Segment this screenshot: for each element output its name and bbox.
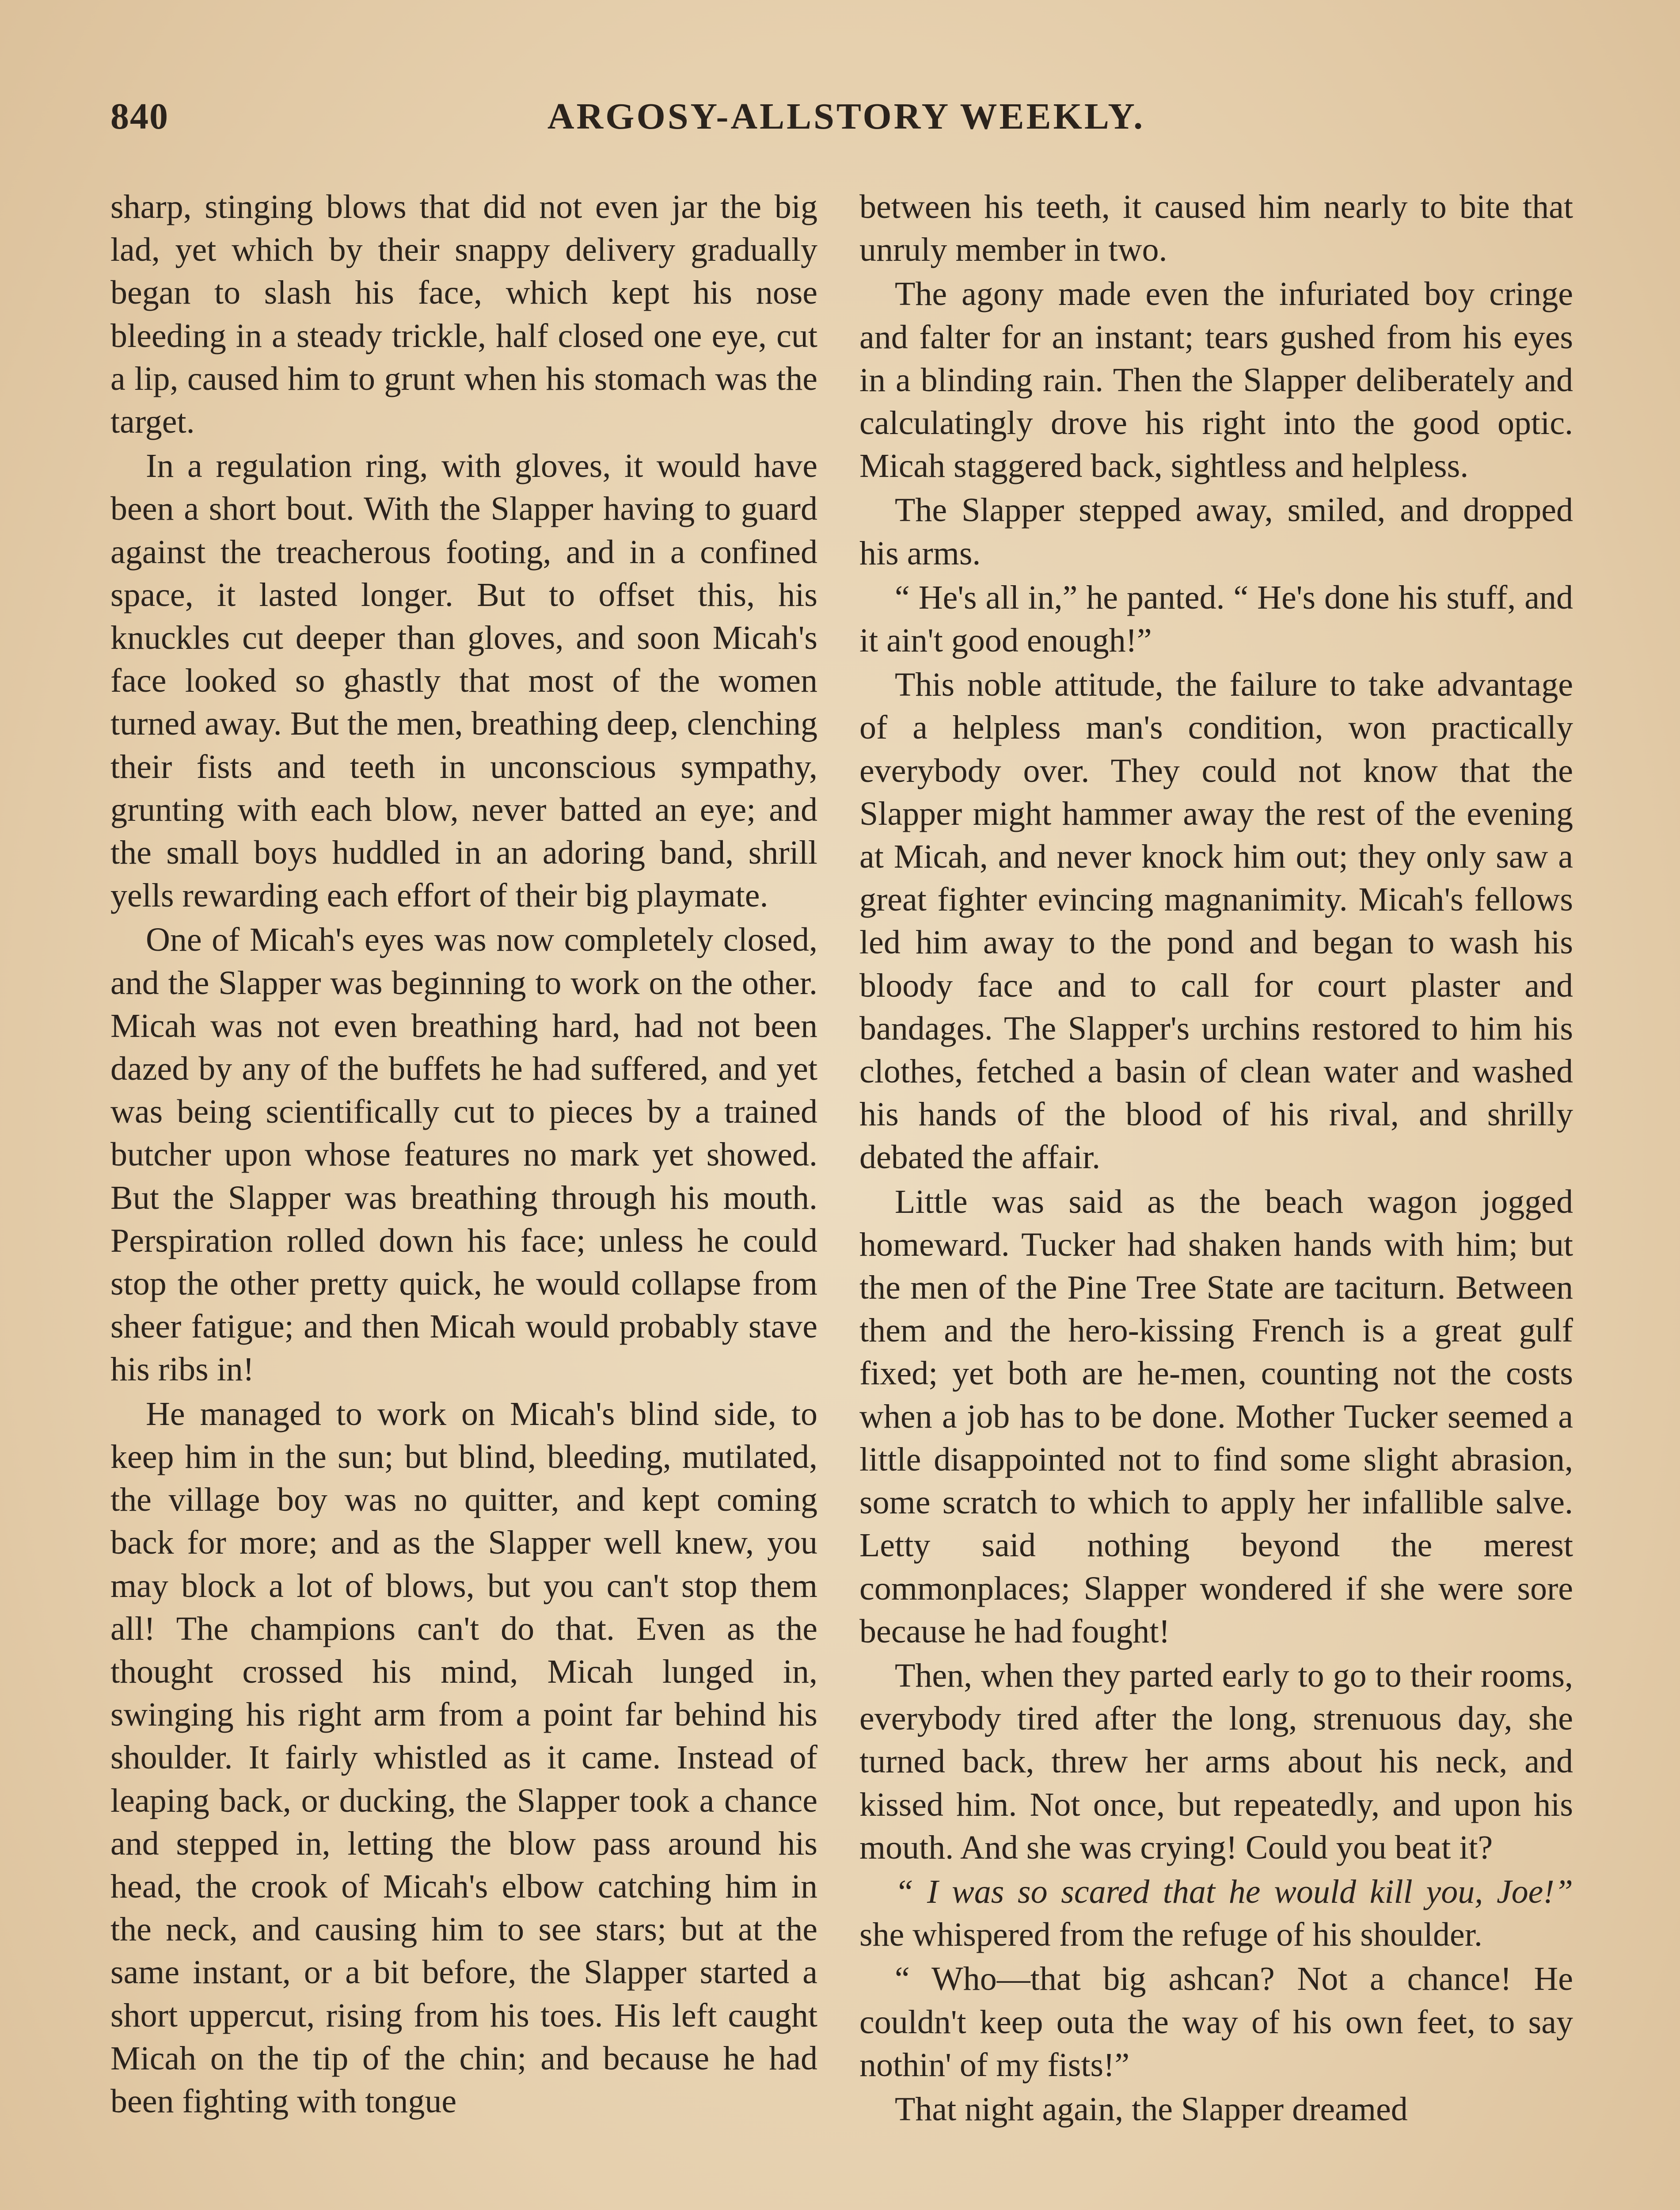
- paragraph: In a regulation ring, with gloves, it would have been a short bout. With the Slapper having to guard against the treacherous footing, and in a confined space, it lasted longer. But to offset this, his knuckles cut deeper than gloves, and soon Micah's face looked so ghastly that most of the women turned away. But the men, breathing deep, clenching their fists and teeth in unconscious sympathy, grunting with each blow, never batted an eye; and the small boys huddled in an adoring band, shrill yells rewarding each effort of their big playmate.: [110, 447, 817, 914]
- paragraph: One of Micah's eyes was now completely closed, and the Slapper was beginning to work on the other. Micah was not even breathing hard, had not been dazed by any of the buffets he had suffered, and yet was being scientifically cut to pieces by a trained butcher upon whose features no mark yet showed. But the Slapper was breathing through his mouth. Perspiration rolled down his face; unless he could stop the other pretty quick, he would collapse from sheer fatigue; and then Micah would probably stave his ribs in!: [110, 921, 817, 1388]
- page-number: 840: [110, 96, 169, 137]
- paragraph: [859, 1871, 1573, 1956]
- running-title: ARGOSY-ALLSTORY WEEKLY.: [547, 96, 1145, 137]
- paragraph: That night again, the Slapper dreamed: [895, 2090, 1408, 2128]
- page-header: [110, 95, 1582, 148]
- paragraph: “ He's all in,” he panted. “ He's done his stuff, and it ain't good enough!”: [859, 579, 1573, 659]
- paragraph: “ Who—that big ashcan? Not a chance! He couldn't keep outa the way of his own feet, to say nothin' of my fists!”: [859, 1960, 1573, 2084]
- paragraph: between his teeth, it caused him nearly to bite that unruly member in two.: [859, 188, 1573, 269]
- paragraph: He managed to work on Micah's blind side, to keep him in the sun; but blind, bleeding, mutilated, the village boy was no quitter, and kept coming back for more; and as the Slapper well knew, you may block a lot of blows, but you can't stop them all! The champions can't do that. Even as the thought crossed his mind, Micah lunged in, swinging his right arm from a point far behind his shoulder. It fairly whistled as it came. Instead of leaping back, or ducking, the Slapper took a chance and stepped in, letting the blow pass around his head, the crook of Micah's elbow catching him in the neck, and causing him to see stars; but at the same instant, or a bit before, the Slapper started a short uppercut, rising from his toes. His left caught Micah on the tip of the chin; and because he had been fighting with tongue: [110, 1395, 817, 2120]
- right-column: [859, 186, 1573, 2132]
- left-column: [110, 186, 817, 2124]
- paragraph: The agony made even the infuriated boy cringe and falter for an instant; tears gushed from his eyes in a blinding rain. Then the Slapper deliberately and calculatingly drove his right into the good optic. Micah staggered back, sightless and helpless.: [859, 275, 1573, 485]
- paragraph: Little was said as the beach wagon jogged homeward. Tucker had shaken hands with him; but the men of the Pine Tree State are taciturn. Between them and the hero-kissing French is a great gulf fixed; yet both are he-men, counting not the costs when a job has to be done. Mother Tucker seemed a little disappointed not to find some slight abrasion, some scratch to which to apply her infallible salve. Letty said nothing beyond the merest commonplaces; Slapper wondered if she were sore because he had fought!: [859, 1183, 1573, 1650]
- paragraph: Then, when they parted early to go to their rooms, everybody tired after the long, strenuous day, she turned back, threw her arms about his neck, and kissed him. Not once, but repeatedly, and upon his mouth. And she was crying! Could you beat it?: [859, 1657, 1573, 1866]
- paragraph: The Slapper stepped away, smiled, and dropped his arms.: [859, 492, 1573, 572]
- dialogue-tail: she whispered from the refuge of his shoulder.: [859, 1916, 1482, 1954]
- italic-dialogue: “ I was so scared that he would kill you, Joe!”: [895, 1873, 1573, 1910]
- paragraph: sharp, stinging blows that did not even jar the big lad, yet which by their snappy delivery gradually began to slash his face, which kept his nose bleeding in a steady trickle, half closed one eye, cut a lip, caused him to grunt when his stomach was the target.: [110, 188, 817, 441]
- paragraph: This noble attitude, the failure to take advantage of a helpless man's condition, won practically everybody over. They could not know that the Slapper might hammer away the rest of the evening at Micah, and never knock him out; they only saw a great fighter evincing magnanimity. Micah's fellows led him away to the pond and began to wash his bloody face and to call for court plaster and bandages. The Slapper's urchins restored to him his clothes, fetched a basin of clean water and washed his hands of the blood of his rival, and shrilly debated the affair.: [859, 666, 1573, 1176]
